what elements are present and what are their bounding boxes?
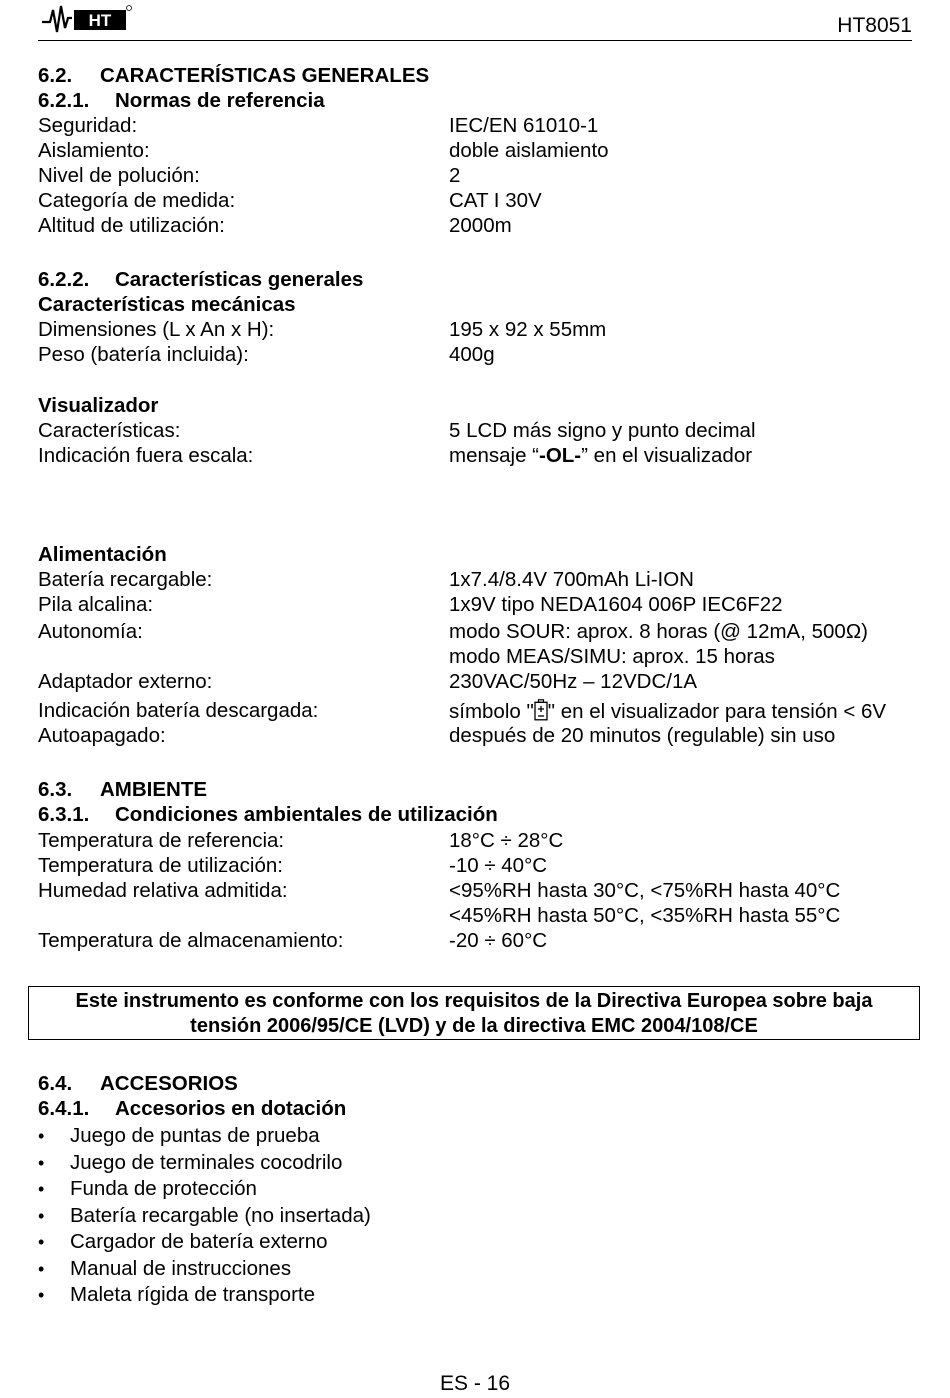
- spec-label: Categoría de medida:: [38, 189, 236, 212]
- spec-label: Peso (batería incluida):: [38, 343, 249, 366]
- spec-value-overrange: mensaje “-OL-” en el visualizador: [449, 444, 753, 467]
- spec-label: Aislamiento:: [38, 139, 150, 162]
- section-heading-6-3-1: 6.3.1. Condiciones ambientales de utilización: [38, 803, 498, 826]
- spec-value: después de 20 minutos (regulable) sin uso: [449, 724, 836, 747]
- spec-label: Temperatura de almacenamiento:: [38, 929, 344, 952]
- spec-value: modo MEAS/SIMU: aprox. 15 horas: [449, 645, 775, 668]
- spec-value: 5 LCD más signo y punto decimal: [449, 419, 756, 442]
- battery-icon: [534, 699, 548, 721]
- subheading-mechanical: Características mecánicas: [38, 293, 296, 316]
- list-item: • Manual de instrucciones: [38, 1256, 371, 1283]
- section-heading-6-2: 6.2. CARACTERÍSTICAS GENERALES: [38, 64, 430, 87]
- spec-value: CAT I 30V: [449, 189, 542, 212]
- spec-value: 18°C ÷ 28°C: [449, 829, 564, 852]
- list-item: • Juego de puntas de prueba: [38, 1123, 371, 1150]
- list-item: • Batería recargable (no insertada): [38, 1203, 371, 1230]
- spec-label: Pila alcalina:: [38, 593, 154, 616]
- spec-label: Autoapagado:: [38, 724, 166, 747]
- list-item: • Cargador de batería externo: [38, 1229, 371, 1256]
- spec-label: Altitud de utilización:: [38, 214, 225, 237]
- section-heading-6-4: 6.4. ACCESORIOS: [38, 1072, 238, 1095]
- spec-value: 195 x 92 x 55mm: [449, 318, 607, 341]
- section-heading-6-3: 6.3. AMBIENTE: [38, 778, 208, 801]
- section-heading-6-4-1: 6.4.1. Accesorios en dotación: [38, 1097, 347, 1120]
- spec-label: Autonomía:: [38, 620, 143, 643]
- spec-label: Temperatura de utilización:: [38, 854, 283, 877]
- spec-label: Humedad relativa admitida:: [38, 879, 288, 902]
- spec-label: Indicación batería descargada:: [38, 699, 319, 722]
- spec-label: Indicación fuera escala:: [38, 444, 254, 467]
- ht-logo: [40, 2, 132, 36]
- spec-value: 1x7.4/8.4V 700mAh Li-ION: [449, 568, 694, 591]
- section-heading-6-2-1: 6.2.1. Normas de referencia: [38, 89, 325, 112]
- spec-label: Adaptador externo:: [38, 670, 213, 693]
- spec-value: -10 ÷ 40°C: [449, 854, 548, 877]
- notice-line-1: Este instrumento es conforme con los requisitos de la Directiva Europea sobre baja: [75, 990, 873, 1012]
- spec-value: 230VAC/50Hz – 12VDC/1A: [449, 670, 698, 693]
- spec-value: 2: [449, 164, 461, 187]
- spec-label: Batería recargable:: [38, 568, 213, 591]
- spec-value: modo SOUR: aprox. 8 horas (@ 12mA, 500Ω): [449, 620, 868, 643]
- spec-value: -20 ÷ 60°C: [449, 929, 548, 952]
- subheading-power: Alimentación: [38, 543, 167, 566]
- page-number: ES - 16: [439, 1372, 511, 1395]
- accessories-list: [38, 1123, 371, 1309]
- spec-value: 2000m: [449, 214, 512, 237]
- compliance-notice: [28, 986, 920, 1040]
- subheading-display: Visualizador: [38, 394, 159, 417]
- list-item: • Maleta rígida de transporte: [38, 1282, 371, 1309]
- spec-value-low-battery: símbolo " " en el visualizador para tensión < 6V: [449, 700, 887, 723]
- spec-value: 1x9V tipo NEDA1604 006P IEC6F22: [449, 593, 783, 616]
- list-item: • Funda de protección: [38, 1176, 371, 1203]
- header-divider: [38, 40, 912, 41]
- spec-value: doble aislamiento: [449, 139, 609, 162]
- spec-value: 400g: [449, 343, 495, 366]
- spec-label: Nivel de polución:: [38, 164, 200, 187]
- spec-label: Temperatura de referencia:: [38, 829, 285, 852]
- document-id: HT8051: [837, 14, 912, 37]
- list-item: • Juego de terminales cocodrilo: [38, 1150, 371, 1177]
- spec-label: Dimensiones (L x An x H):: [38, 318, 275, 341]
- notice-line-2: tensión 2006/95/CE (LVD) y de la directiva EMC 2004/108/CE: [190, 1015, 758, 1037]
- spec-label: Características:: [38, 419, 181, 442]
- spec-value: IEC/EN 61010-1: [449, 114, 599, 137]
- section-heading-6-2-2: 6.2.2. Características generales: [38, 268, 364, 291]
- spec-value: <45%RH hasta 50°C, <35%RH hasta 55°C: [449, 904, 841, 927]
- spec-value: <95%RH hasta 30°C, <75%RH hasta 40°C: [449, 879, 841, 902]
- logo-text: HT: [88, 11, 112, 30]
- spec-label: Seguridad:: [38, 114, 138, 137]
